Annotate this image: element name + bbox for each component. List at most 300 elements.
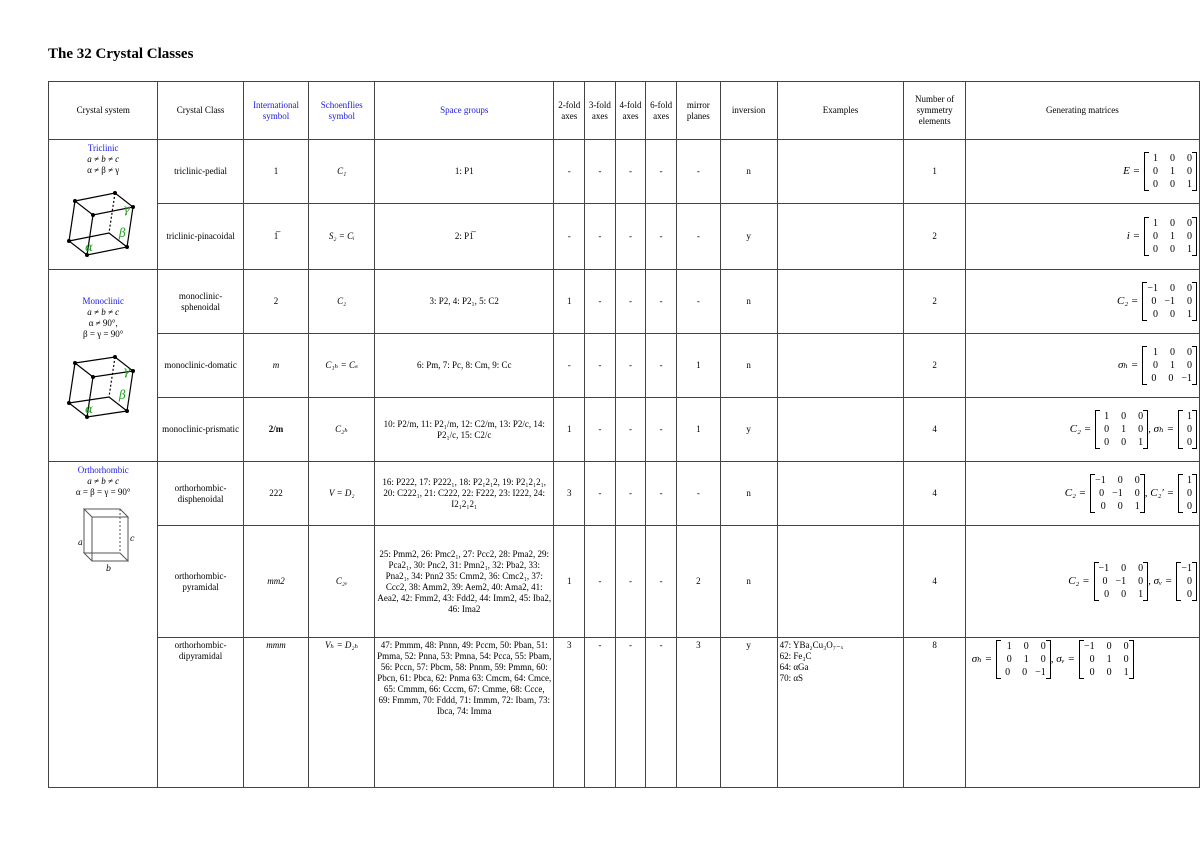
matrix-entry: 0	[1121, 437, 1127, 448]
matrix-row	[1084, 666, 1129, 679]
mirror-planes: -	[676, 462, 720, 526]
matrix-entry: 0	[1187, 218, 1192, 229]
axes-4fold: -	[615, 140, 646, 204]
matrix-entry: 0	[1187, 283, 1192, 294]
matrix-entry: 1	[1170, 166, 1175, 177]
matrix-c2	[1070, 410, 1148, 449]
axes-6fold: -	[646, 462, 677, 526]
matrix-row	[1095, 500, 1140, 513]
axes-2fold: 1	[554, 398, 585, 462]
axes-4fold: -	[615, 398, 646, 462]
mirror-planes: -	[676, 270, 720, 334]
matrix-sigma-h	[1118, 346, 1197, 385]
matrix-label: , C₂′ =	[1144, 487, 1174, 499]
matrix-label: σₕ =	[1118, 359, 1139, 371]
matrix-entry: 0	[1106, 667, 1112, 678]
gamma-label: γ	[123, 202, 131, 216]
matrix-c2	[1065, 474, 1145, 513]
mirror-planes: 1	[676, 334, 720, 398]
matrix-entry: 0	[1187, 166, 1192, 177]
system-cell-triclinic	[49, 140, 158, 270]
matrix-entry: 0	[1187, 488, 1192, 499]
example-item: 64: αGa	[779, 662, 809, 672]
space-groups: 6: Pm, 7: Pc, 8: Cm, 9: Cc	[375, 334, 554, 398]
header-3fold-axes: 3-fold axes	[585, 82, 616, 140]
axes-2fold: -	[554, 204, 585, 270]
examples	[777, 638, 904, 788]
table-row	[49, 398, 1200, 462]
matrix-bracket	[1079, 640, 1134, 679]
axes-2fold: 1	[554, 270, 585, 334]
matrix-sigma-v	[1148, 562, 1197, 601]
monoclinic-cell-diagram	[63, 343, 143, 425]
matrix-c2	[1117, 282, 1197, 321]
axes-3fold: -	[585, 140, 616, 204]
matrix-entry: 0	[1170, 153, 1175, 164]
mirror-planes: 2	[676, 526, 720, 638]
intl-symbol: m	[243, 334, 309, 398]
matrix-entry: 0	[1187, 501, 1192, 512]
schoenflies-symbol: C₂	[309, 270, 375, 334]
matrix-row	[1100, 436, 1143, 449]
matrix-row	[1149, 217, 1192, 230]
matrix-row	[1147, 308, 1192, 321]
axes-3fold: -	[585, 204, 616, 270]
matrix-entry: −1	[1115, 576, 1127, 587]
system-cell-monoclinic	[49, 270, 158, 462]
matrix-entry: 0	[1170, 347, 1175, 358]
gamma-label: γ	[123, 364, 131, 378]
axes-2fold: 3	[554, 462, 585, 526]
num-symmetry: 4	[904, 526, 965, 638]
header-2fold-axes: 2-fold axes	[554, 82, 585, 140]
axes-6fold: -	[646, 204, 677, 270]
axes-6fold: -	[646, 638, 677, 788]
num-symmetry: 2	[904, 270, 965, 334]
crystal-class: monoclinic-sphenoidal	[158, 270, 243, 334]
triclinic-cell-diagram	[63, 179, 143, 261]
axes-6fold: -	[646, 526, 677, 638]
matrix-entry: 0	[1153, 360, 1158, 371]
axes-4fold: -	[615, 638, 646, 788]
num-symmetry: 2	[904, 204, 965, 270]
matrix-row	[1147, 282, 1192, 295]
generating-matrix	[965, 462, 1199, 526]
header-generating-matrices: Generating matrices	[965, 82, 1199, 140]
axes-6fold: -	[646, 398, 677, 462]
matrix-c2-prime	[1145, 474, 1197, 513]
matrix-row	[1181, 562, 1192, 575]
table-row	[49, 526, 1200, 638]
generating-matrix	[965, 140, 1199, 204]
matrix-row	[1100, 410, 1143, 423]
matrix-row	[1149, 152, 1192, 165]
axes-4fold: -	[615, 526, 646, 638]
matrix-entry: 0	[1170, 218, 1175, 229]
matrix-entry: 0	[1006, 654, 1012, 665]
matrix-entry: 1	[1134, 501, 1140, 512]
matrix-label: C₂ =	[1117, 295, 1139, 307]
generating-matrix	[965, 526, 1199, 638]
matrix-entry: 0	[1099, 488, 1105, 499]
header-schoenflies-symbol[interactable]: Schoenflies symbol	[309, 82, 375, 140]
matrix-row	[1001, 653, 1046, 666]
matrix-row	[1001, 640, 1046, 653]
matrix-entry: −1	[1095, 475, 1106, 486]
num-symmetry: 4	[904, 462, 965, 526]
matrix-entry: 1	[1123, 667, 1129, 678]
c-label: c	[130, 534, 135, 543]
matrix-entry: −1	[1181, 373, 1192, 384]
matrix-inversion	[1127, 217, 1197, 256]
matrix-entry: 0	[1104, 589, 1110, 600]
matrix-label: C₂ =	[1068, 575, 1090, 587]
table-row	[49, 334, 1200, 398]
space-groups: 3: P2, 4: P2₁, 5: C2	[375, 270, 554, 334]
matrix-entry: 0	[1187, 424, 1192, 435]
system-link-triclinic[interactable]: Triclinic	[87, 143, 119, 153]
table-row	[49, 638, 1200, 788]
examples	[777, 334, 904, 398]
matrix-entry: 0	[1151, 373, 1157, 384]
header-number-symmetry: Number of symmetry elements	[904, 82, 965, 140]
schoenflies-symbol: C₂ᵥ	[309, 526, 375, 638]
matrix-row	[1147, 295, 1192, 308]
matrix-entry: 0	[1117, 475, 1123, 486]
inversion: y	[720, 398, 777, 462]
matrix-entry: 0	[1104, 424, 1110, 435]
space-groups: 47: Pmmm, 48: Pnnn, 49: Pccm, 50: Pban, 51: Pmma, 52: Pnna, 53: Pmna, 54: Pcca, 55: Pbam, 56: Pccn, 57: Pbcm, 58: Pnnm, 59: Pmmn, 60: Pbcn, 61: Pbca, 62: Pnma 63: Cmcm, 64: Cmce, 65: Cmmm, 66: Cccm, 67: Cmme, 68: Ccce, 69: Fmmm, 70: Fddd, 71: Immm, 72: Ibam, 73: Ibca, 74: Imma	[375, 638, 554, 788]
generating-matrix	[965, 334, 1199, 398]
alpha-label: α	[85, 240, 94, 254]
matrix-entry: 0	[1187, 437, 1192, 448]
header-space-groups[interactable]: Space groups	[375, 82, 554, 140]
inversion: n	[720, 462, 777, 526]
axes-2fold: -	[554, 334, 585, 398]
intl-symbol: 1	[243, 140, 309, 204]
matrix-entry: 1	[1153, 218, 1158, 229]
a-label: a	[78, 538, 83, 547]
matrix-entry: 0	[1134, 488, 1140, 499]
matrix-label: C₂ =	[1069, 423, 1092, 435]
crystal-class: orthorhombic-pyramidal	[158, 526, 243, 638]
matrix-entry: −1	[1164, 296, 1175, 307]
matrix-entry: 0	[1153, 309, 1158, 320]
matrix-entry: 0	[1022, 667, 1028, 678]
system-condition: α = β = γ = 90°	[75, 487, 131, 497]
matrix-row	[1149, 243, 1192, 256]
matrix-row	[1001, 666, 1046, 679]
matrix-entry: 0	[1121, 411, 1127, 422]
schoenflies-symbol: Vₕ = D₂ₕ	[309, 638, 375, 788]
header-row	[49, 82, 1200, 140]
matrix-bracket	[1142, 282, 1197, 321]
matrix-entry: 1	[1187, 244, 1192, 255]
matrix-entry: 0	[1123, 641, 1129, 652]
system-condition: a ≠ b ≠ c	[87, 307, 120, 317]
axes-2fold: -	[554, 140, 585, 204]
intl-symbol: 222	[243, 462, 309, 526]
matrix-bracket	[1144, 152, 1197, 191]
crystal-class: triclinic-pinacoidal	[158, 204, 243, 270]
matrix-sigma-v	[1051, 640, 1134, 679]
matrix-entry: 0	[1138, 424, 1144, 435]
matrix-row	[1149, 165, 1192, 178]
matrix-bracket	[1090, 474, 1145, 513]
matrix-bracket	[1178, 474, 1197, 513]
intl-symbol: mm2	[243, 526, 309, 638]
matrix-entry: 0	[1187, 296, 1192, 307]
axes-4fold: -	[615, 462, 646, 526]
matrix-entry: 1	[1187, 309, 1192, 320]
matrix-entry: 0	[1153, 231, 1158, 242]
matrix-row	[1183, 410, 1192, 423]
space-groups: 25: Pmm2, 26: Pmc2₁, 27: Pcc2, 28: Pma2, 29: Pca2₁, 30: Pnc2, 31: Pmn2₁, 32: Pba2, 33: Pna2₁, 34: Pnn2 35: Cmm2, 36: Cmc2₁, 37: Ccc2, 38: Amm2, 39: Aem2, 40: Ama2, 41: Aea2, 42: Fmm2, 43: Fdd2, 44: Imm2, 45: Iba2, 46: Ima2	[375, 526, 554, 638]
generating-matrix	[965, 638, 1199, 788]
matrix-row	[1147, 372, 1192, 385]
matrix-entry: 0	[1151, 296, 1157, 307]
schoenflies-symbol: C₁ₕ = Cₛ	[309, 334, 375, 398]
space-groups: 2: P1̅	[375, 204, 554, 270]
space-groups: 10: P2/m, 11: P2₁/m, 12: C2/m, 13: P2/c, 14: P2₁/c, 15: C2/c	[375, 398, 554, 462]
mirror-planes: -	[676, 204, 720, 270]
matrix-sigma-h	[972, 640, 1051, 679]
table-row	[49, 462, 1200, 526]
matrix-label: , σₕ =	[1148, 423, 1174, 435]
matrix-entry: 1	[1153, 153, 1158, 164]
matrix-label: C₂ =	[1064, 487, 1087, 499]
matrix-entry: 1	[1023, 654, 1029, 665]
matrix-entry: 0	[1100, 501, 1106, 512]
matrix-entry: 0	[1170, 283, 1175, 294]
header-6fold-axes: 6-fold axes	[646, 82, 677, 140]
num-symmetry: 1	[904, 140, 965, 204]
matrix-label: , σᵥ =	[1050, 653, 1075, 665]
matrix-entry: 1	[1121, 424, 1127, 435]
matrix-entry: 1	[1187, 475, 1192, 486]
matrix-entry: −1	[1181, 563, 1192, 574]
matrix-bracket	[1178, 410, 1197, 449]
examples	[777, 526, 904, 638]
generating-matrix	[965, 204, 1199, 270]
matrix-entry: −1	[1112, 488, 1123, 499]
axes-3fold: -	[585, 334, 616, 398]
axes-4fold: -	[615, 204, 646, 270]
mirror-planes: 1	[676, 398, 720, 462]
matrix-row	[1183, 423, 1192, 436]
system-condition: β = γ = 90°	[83, 329, 124, 339]
matrix-label: , σᵥ =	[1148, 575, 1173, 587]
header-inversion: inversion	[720, 82, 777, 140]
beta-label: β	[119, 388, 127, 402]
matrix-row	[1181, 588, 1192, 601]
matrix-entry: 0	[1117, 501, 1123, 512]
matrix-entry: 1	[1187, 411, 1192, 422]
example-item: 70: αS	[779, 673, 804, 683]
matrix-entry: 1	[1187, 179, 1192, 190]
matrix-bracket	[1094, 562, 1149, 601]
matrix-entry: 0	[1153, 179, 1158, 190]
matrix-entry: 0	[1089, 667, 1095, 678]
matrix-entry: 0	[1187, 360, 1192, 371]
matrix-entry: 0	[1187, 231, 1192, 242]
matrix-entry: 0	[1040, 654, 1046, 665]
matrix-entry: 0	[1023, 641, 1029, 652]
table-row	[49, 270, 1200, 334]
generating-matrix	[965, 398, 1199, 462]
matrix-row	[1181, 575, 1192, 588]
num-symmetry: 2	[904, 334, 965, 398]
matrix-entry: 0	[1104, 437, 1110, 448]
space-groups: 16: P222, 17: P222₁, 18: P2₁2₁2, 19: P2₁2₁2₁, 20: C222₁, 21: C222, 22: F222, 23: I222, 24: I2₁2₁2₁	[375, 462, 554, 526]
matrix-entry: 0	[1138, 411, 1144, 422]
intl-symbol: 2	[243, 270, 309, 334]
matrix-entry: 0	[1106, 641, 1112, 652]
matrix-label: σₕ =	[971, 653, 993, 665]
inversion: y	[720, 638, 777, 788]
matrix-entry: 1	[1006, 641, 1012, 652]
matrix-label: E =	[1123, 165, 1140, 177]
matrix-entry: 1	[1138, 437, 1144, 448]
matrix-row	[1147, 346, 1192, 359]
matrix-entry: −1	[1083, 641, 1095, 652]
matrix-sigma-h	[1148, 410, 1197, 449]
inversion: y	[720, 204, 777, 270]
num-symmetry: 8	[904, 638, 965, 788]
matrix-entry: 0	[1121, 563, 1127, 574]
schoenflies-symbol: C₁	[309, 140, 375, 204]
matrix-row	[1183, 436, 1192, 449]
matrix-entry: 0	[1187, 153, 1192, 164]
matrix-entry: 0	[1168, 373, 1174, 384]
system-link-monoclinic[interactable]: Monoclinic	[82, 296, 124, 306]
axes-6fold: -	[646, 270, 677, 334]
matrix-entry: 0	[1187, 576, 1192, 587]
matrix-entry: −1	[1035, 667, 1046, 678]
matrix-entry: 1	[1106, 654, 1112, 665]
schoenflies-symbol: C₂ₕ	[309, 398, 375, 462]
inversion: n	[720, 526, 777, 638]
matrix-identity	[1123, 152, 1197, 191]
matrix-entry: 0	[1170, 179, 1175, 190]
header-examples: Examples	[777, 82, 904, 140]
matrix-entry: 0	[1138, 563, 1144, 574]
matrix-row	[1095, 474, 1140, 487]
matrix-row	[1183, 500, 1192, 513]
page-title: The 32 Crystal Classes	[48, 46, 194, 62]
matrix-row	[1095, 487, 1140, 500]
system-cell-orthorhombic	[49, 462, 158, 788]
matrix-entry: −1	[1098, 563, 1110, 574]
matrix-entry: 0	[1187, 347, 1192, 358]
matrix-entry: 0	[1170, 309, 1175, 320]
matrix-bracket	[1144, 217, 1197, 256]
table-row	[49, 204, 1200, 270]
example-item: 47: YBa₂Cu₃O₇₋ₓ	[779, 640, 844, 650]
matrix-row	[1084, 640, 1129, 653]
orthorhombic-cell-diagram	[68, 501, 138, 573]
matrix-entry: 1	[1104, 411, 1110, 422]
matrix-row	[1084, 653, 1129, 666]
matrix-entry: 0	[1134, 475, 1140, 486]
matrix-entry: 0	[1170, 244, 1175, 255]
axes-3fold: -	[585, 270, 616, 334]
matrix-row	[1149, 230, 1192, 243]
system-condition: a ≠ b ≠ c	[87, 476, 120, 486]
matrix-entry: 0	[1138, 576, 1144, 587]
matrix-row	[1099, 562, 1144, 575]
examples	[777, 270, 904, 334]
mirror-planes: 3	[676, 638, 720, 788]
matrix-bracket	[1176, 562, 1197, 601]
matrix-row	[1099, 588, 1144, 601]
axes-3fold: -	[585, 526, 616, 638]
matrix-entry: 0	[1005, 667, 1011, 678]
intl-symbol: mmm	[243, 638, 309, 788]
matrix-bracket	[1095, 410, 1148, 449]
beta-label: β	[119, 226, 127, 240]
matrix-entry: −1	[1147, 283, 1158, 294]
matrix-entry: 1	[1170, 360, 1175, 371]
examples	[777, 462, 904, 526]
generating-matrix	[965, 270, 1199, 334]
header-mirror-planes: mirror planes	[676, 82, 720, 140]
inversion: n	[720, 140, 777, 204]
matrix-row	[1183, 474, 1192, 487]
examples	[777, 204, 904, 270]
axes-3fold: -	[585, 462, 616, 526]
header-4fold-axes: 4-fold axes	[615, 82, 646, 140]
matrix-bracket	[996, 640, 1051, 679]
matrix-entry: 1	[1170, 231, 1175, 242]
intl-symbol: 2/m	[243, 398, 309, 462]
matrix-row	[1147, 359, 1192, 372]
alpha-label: α	[85, 402, 94, 416]
axes-2fold: 1	[554, 526, 585, 638]
crystal-class: orthorhombic-dipyramidal	[158, 638, 243, 788]
crystal-class: monoclinic-prismatic	[158, 398, 243, 462]
matrix-entry: 0	[1102, 576, 1108, 587]
examples	[777, 398, 904, 462]
intl-symbol: 1̅	[243, 204, 309, 270]
crystal-class: orthorhombic-disphenoidal	[158, 462, 243, 526]
matrix-row	[1183, 487, 1192, 500]
axes-6fold: -	[646, 140, 677, 204]
mirror-planes: -	[676, 140, 720, 204]
matrix-entry: 1	[1138, 589, 1144, 600]
system-link-orthorhombic[interactable]: Orthorhombic	[77, 465, 129, 475]
axes-2fold: 3	[554, 638, 585, 788]
space-groups: 1: P1	[375, 140, 554, 204]
axes-3fold: -	[585, 638, 616, 788]
table-row	[49, 140, 1200, 204]
matrix-row	[1100, 423, 1143, 436]
crystal-class: triclinic-pedial	[158, 140, 243, 204]
matrix-entry: 0	[1187, 589, 1192, 600]
num-symmetry: 4	[904, 398, 965, 462]
header-crystal-system: Crystal system	[49, 82, 158, 140]
crystal-classes-table	[48, 81, 1200, 788]
matrix-entry: 1	[1153, 347, 1158, 358]
matrix-c2	[1068, 562, 1148, 601]
matrix-label: i =	[1126, 230, 1140, 242]
header-international-symbol[interactable]: International symbol	[243, 82, 309, 140]
system-condition: α ≠ 90°,	[88, 318, 118, 328]
axes-4fold: -	[615, 334, 646, 398]
matrix-entry: 0	[1121, 589, 1127, 600]
system-condition: a ≠ b ≠ c	[87, 154, 120, 164]
matrix-entry: 0	[1040, 641, 1046, 652]
